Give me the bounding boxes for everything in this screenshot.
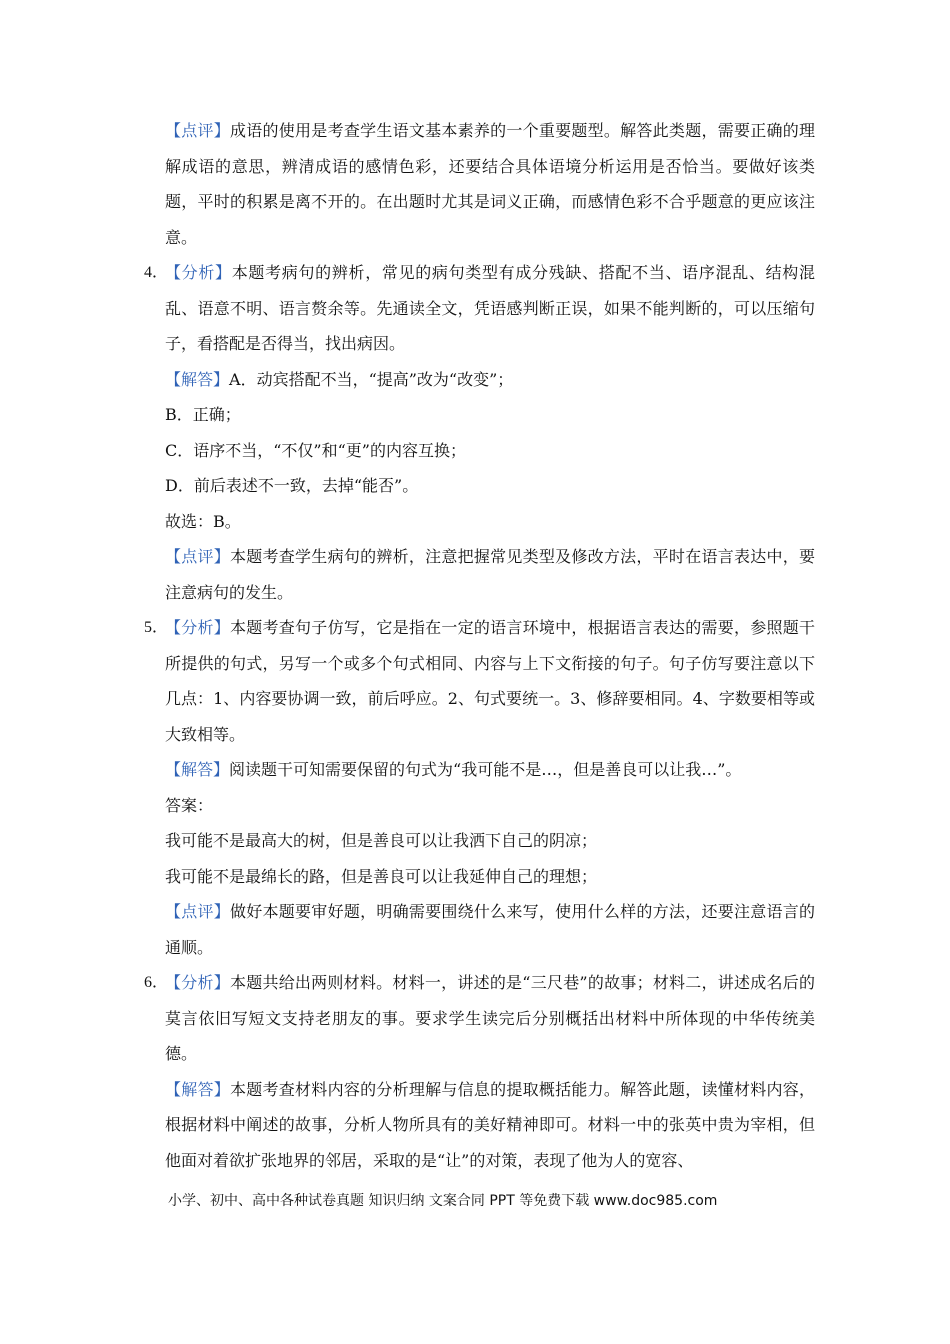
- answer-line: C．语序不当，“不仅”和“更”的内容互换；: [165, 440, 466, 460]
- comment-paragraph: [165, 539, 815, 610]
- page-footer: 小学、初中、高中各种试卷真题 知识归纳 文案合同 PPT 等免费下载 www.doc985.com: [168, 1193, 718, 1209]
- answer-line: 答案：: [165, 795, 214, 815]
- answer-paragraph: [165, 362, 815, 398]
- answer-text: 阅读题干可知需要保留的句式为“我可能不是…，但是善良可以让我…”。: [229, 760, 742, 779]
- question-number: 5．: [144, 619, 169, 636]
- question-4: [144, 255, 815, 610]
- question-number: 6．: [144, 974, 169, 991]
- analysis-paragraph: [165, 965, 815, 1072]
- answer-tag: 【解答】: [165, 1079, 231, 1099]
- item-3-comment-block: [165, 113, 815, 255]
- question-5: [144, 610, 815, 965]
- answer-line: 故选：B。: [165, 511, 241, 531]
- answer-line: B．正确；: [165, 405, 241, 424]
- comment-tag: 【点评】: [165, 547, 231, 566]
- comment-text: 本题考查学生病句的辨析，注意把握常见类型及修改方法，平时在语言表达中，要注意病句的发生。: [165, 547, 815, 602]
- analysis-text: 本题共给出两则材料。材料一，讲述的是“三尺巷”的故事；材料二，讲述成名后的莫言依旧写短文支持老朋友的事。要求学生读完后分别概括出材料中所体现的中华传统美德。: [165, 973, 815, 1063]
- answer-line: 我可能不是最绵长的路，但是善良可以让我延伸自己的理想；: [165, 866, 598, 886]
- comment-paragraph: [165, 113, 815, 255]
- comment-text: 成语的使用是考查学生语文基本素养的一个重要题型。解答此类题，需要正确的理解成语的意思，辨清成语的感情色彩，还要结合具体语境分析运用是否恰当。要做好该类题，平时的积累是离不开的。在出题时尤其是词义正确，而感情色彩不合乎题意的更应该注意。: [165, 121, 815, 247]
- analysis-tag: 【分析】: [165, 263, 232, 282]
- answer-line: D．前后表述不一致，去掉“能否”。: [165, 476, 419, 495]
- comment-tag: 【点评】: [165, 902, 231, 921]
- answer-paragraph: [165, 752, 815, 788]
- analysis-tag: 【分析】: [165, 973, 230, 992]
- analysis-text: 本题考病句的辨析，常见的病句类型有成分残缺、搭配不当、语序混乱、结构混乱、语意不明、语言赘余等。先通读全文，凭语感判断正误，如果不能判断的，可以压缩句子，看搭配是否得当，找出病因。: [165, 263, 815, 353]
- comment-tag: 【点评】: [165, 121, 231, 140]
- analysis-text: 本题考查句子仿写，它是指在一定的语言环境中，根据语言表达的需要，参照题干所提供的句式，另写一个或多个句式相同、内容与上下文衔接的句子。句子仿写要注意以下几点：1、内容要协调一致，前后呼应。2、句式要统一。3、修辞要相同。4、字数要相等或大致相等。: [165, 618, 815, 744]
- answer-line: 我可能不是最高大的树，但是善良可以让我洒下自己的阴凉；: [165, 831, 598, 850]
- analysis-tag: 【分析】: [165, 618, 231, 637]
- analysis-paragraph: [165, 610, 815, 752]
- question-number: 4．: [144, 264, 169, 281]
- answer-paragraph: [165, 1072, 815, 1179]
- question-6: [144, 965, 815, 1178]
- answer-tag: 【解答】: [165, 369, 230, 389]
- analysis-paragraph: [165, 255, 815, 362]
- comment-paragraph: [165, 894, 815, 965]
- answer-tag: 【解答】: [165, 760, 230, 779]
- answer-text: 本题考查材料内容的分析理解与信息的提取概括能力。解答此题，读懂材料内容，根据材料中阐述的故事，分析人物所具有的美好精神即可。材料一中的张英中贵为宰相，但他面对着欲扩张地界的邻居，采取的是“让”的对策，表现了他为人的宽容、: [165, 1079, 815, 1170]
- answer-text: A．动宾搭配不当，“提高”改为“改变”；: [229, 369, 514, 389]
- answer-content: [144, 113, 815, 1178]
- comment-text: 做好本题要审好题，明确需要围绕什么来写，使用什么样的方法，还要注意语言的通顺。: [165, 902, 815, 957]
